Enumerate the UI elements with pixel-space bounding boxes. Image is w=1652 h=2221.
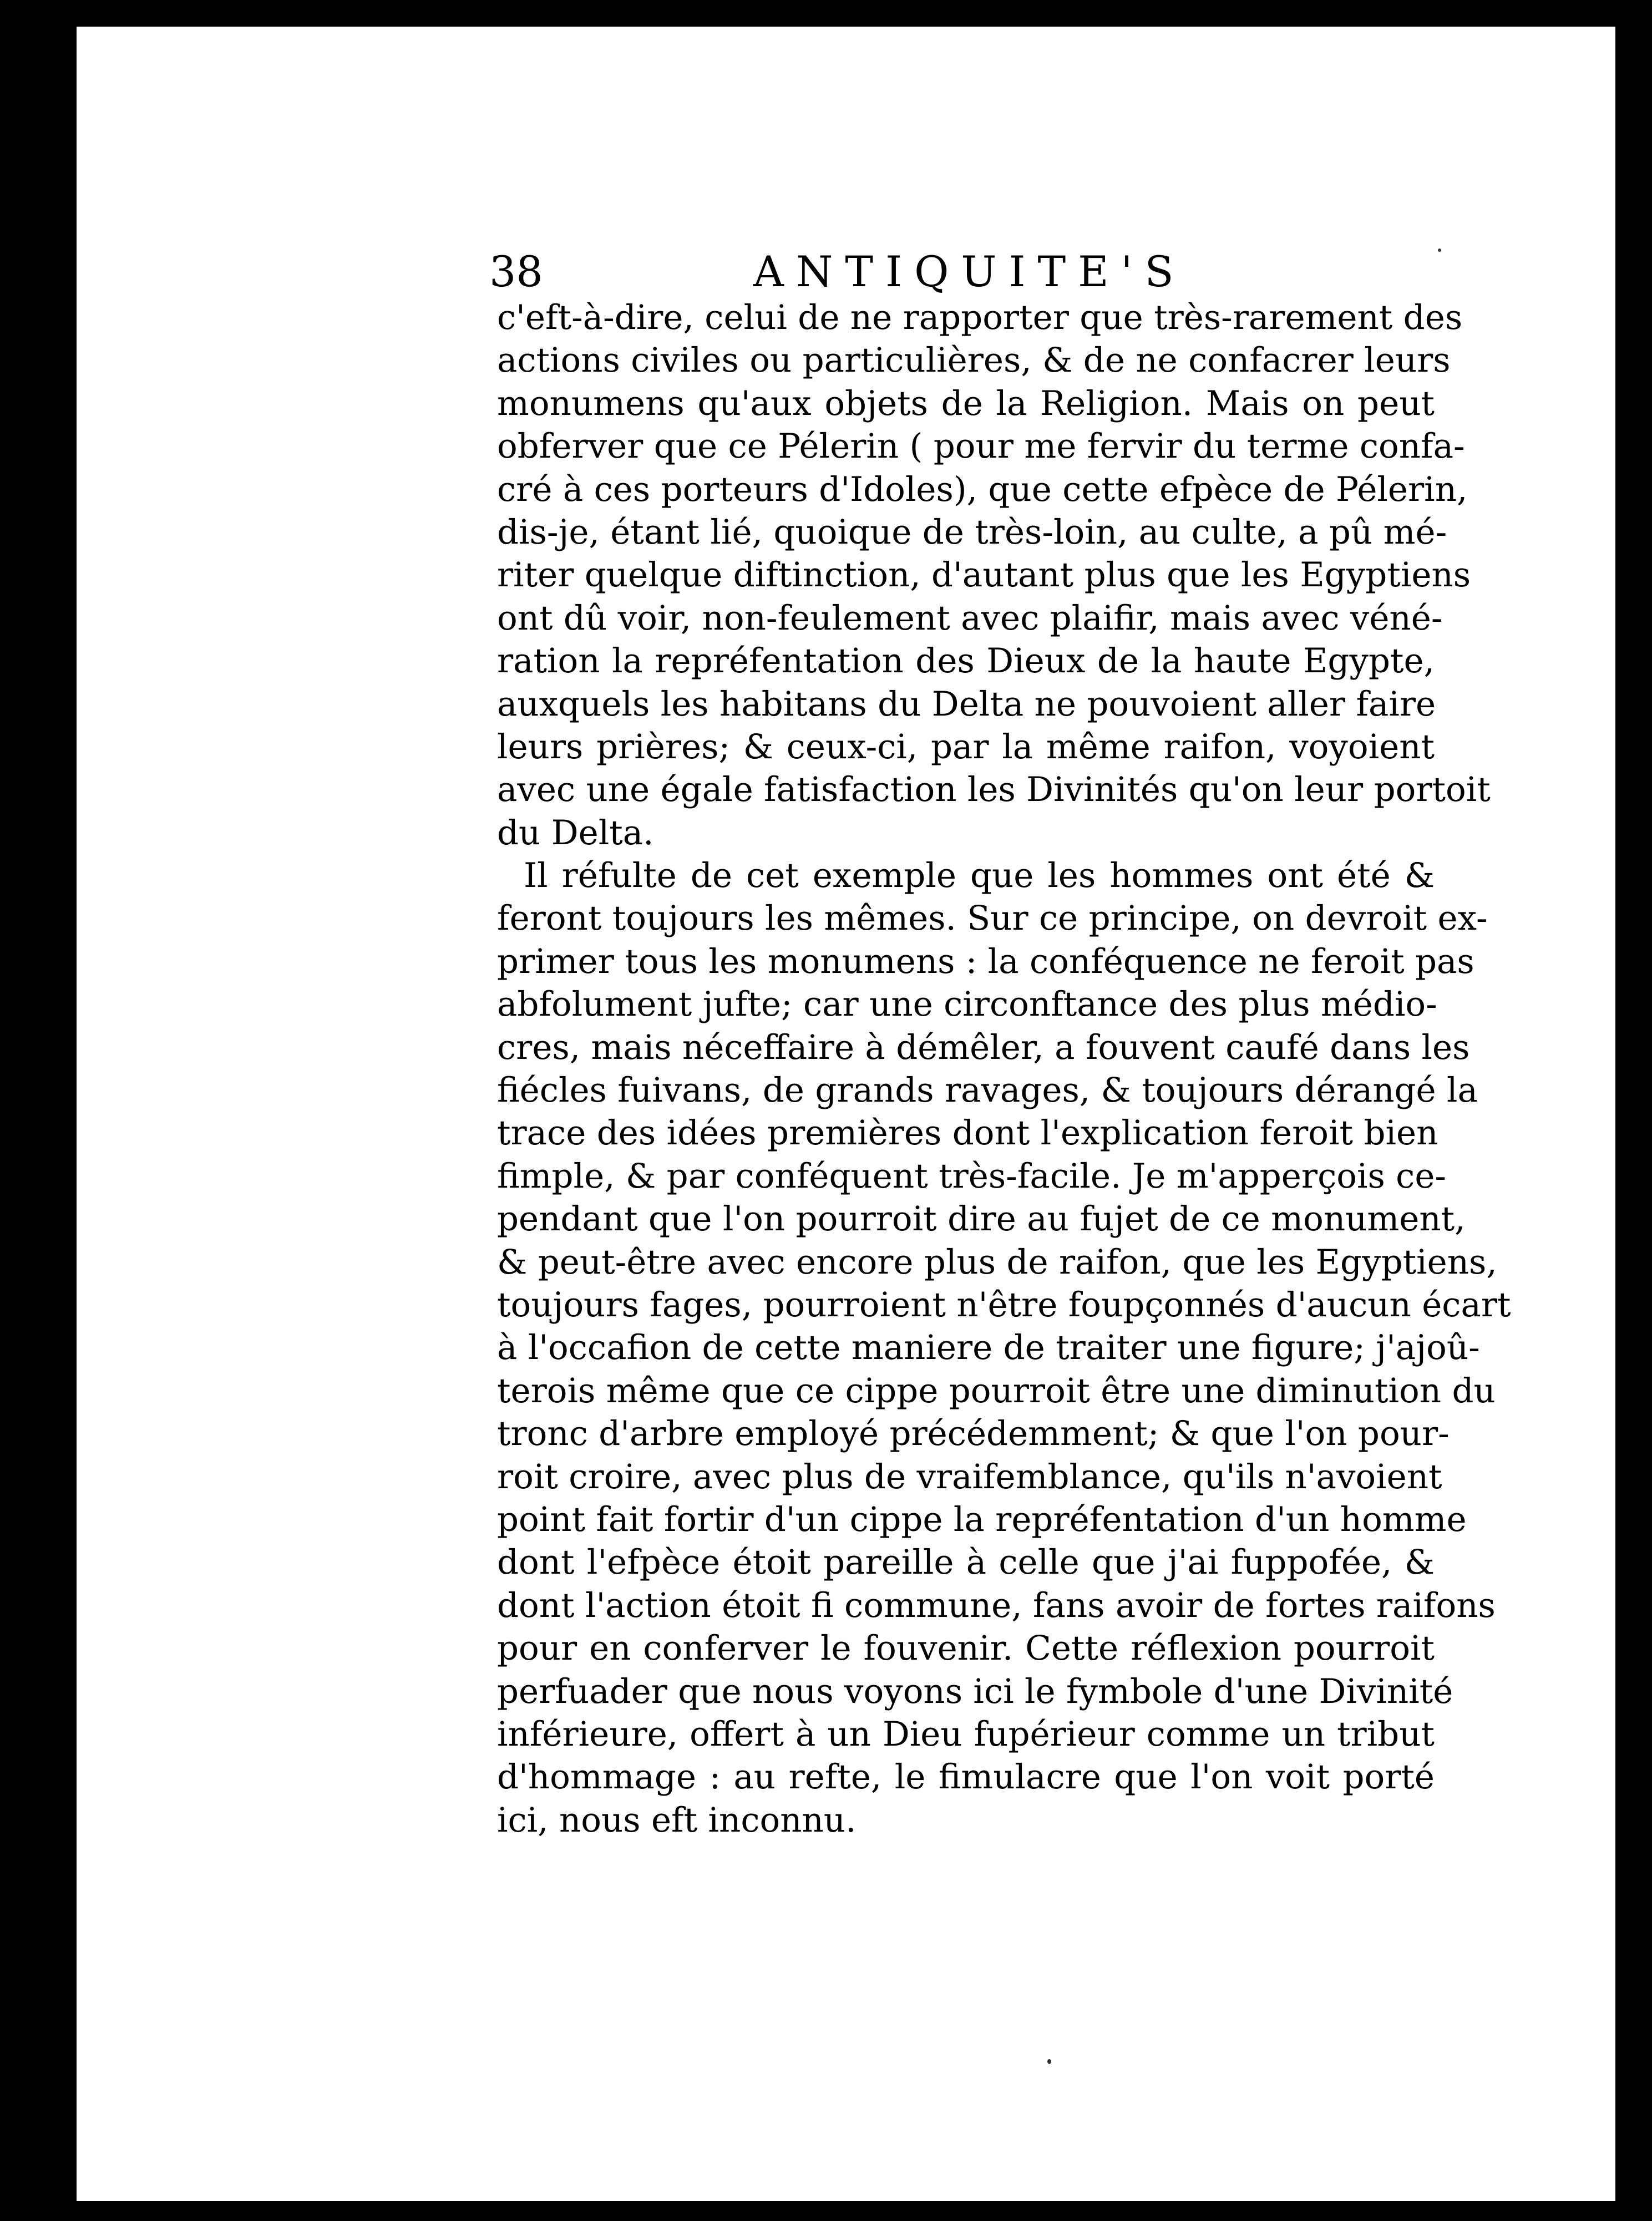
page-number: 38	[489, 247, 543, 296]
text-line: obferver que ce Pélerin ( pour me fervir du terme confa-	[497, 427, 1465, 466]
text-line: terois même que ce cippe pourroit être une diminution du	[497, 1371, 1496, 1411]
text-line: pour en conferver le fouvenir. Cette réflexion pourroit	[497, 1629, 1435, 1669]
text-line: dont l'action étoit fi commune, fans avoir de fortes raifons	[497, 1585, 1496, 1625]
text-line: leurs prières; & ceux-ci, par la même raifon, voyoient	[497, 727, 1435, 767]
text-line: & peut-être avec encore plus de raifon, que les Egyptiens,	[497, 1242, 1497, 1282]
text-line: c'eft-à-dire, celui de ne rapporter que très-rarement des	[497, 298, 1463, 337]
text-line: primer tous les monumens : la conféquence ne feroit pas	[497, 941, 1474, 981]
text-line: du Delta.	[497, 813, 654, 853]
text-line: toujours fages, pourroient n'être foupçonnés d'aucun écart	[497, 1285, 1511, 1325]
text-line: avec une égale fatisfaction les Divinités qu'on leur portoit	[497, 770, 1491, 810]
text-line: abfolument jufte; car une circonftance des plus médio-	[497, 985, 1437, 1025]
text-line: fiécles fuivans, de grands ravages, & toujours dérangé la	[497, 1071, 1478, 1110]
text-line: monumens qu'aux objets de la Religion. Mais on peut	[497, 383, 1435, 423]
text-line: cré à ces porteurs d'Idoles), que cette efpèce de Pélerin,	[497, 469, 1468, 509]
text-line: d'hommage : au refte, le fimulacre que l'on voit porté	[497, 1757, 1435, 1797]
text-line: dont l'efpèce étoit pareille à celle que j'ai fuppofée, &	[497, 1543, 1435, 1583]
text-line: riter quelque diftinction, d'autant plus que les Egyptiens	[497, 555, 1471, 595]
text-line: pendant que l'on pourroit dire au fujet de ce monument,	[497, 1199, 1466, 1239]
text-line: ont dû voir, non-feulement avec plaifir, mais avec véné-	[497, 598, 1443, 638]
text-line: point fait fortir d'un cippe la repréfentation d'un homme	[497, 1499, 1467, 1539]
paper-speck	[1047, 2059, 1051, 2064]
paper-speck	[1438, 249, 1441, 252]
text-line: tronc d'arbre employé précédemment; & que l'on pour-	[497, 1414, 1450, 1454]
body-text	[497, 296, 1511, 1842]
text-line: dis-je, étant lié, quoique de très-loin, au culte, a pû mé-	[497, 512, 1447, 552]
gutter-shadow	[62, 27, 77, 2201]
text-line: fimple, & par conféquent très-facile. Je m'apperçois ce-	[497, 1156, 1447, 1196]
running-title: ANTIQUITE'S	[753, 247, 1186, 296]
text-line: auxquels les habitans du Delta ne pouvoient aller faire	[497, 684, 1436, 724]
text-line: actions civiles ou particulières, & de ne confacrer leurs	[497, 341, 1451, 381]
text-line: cres, mais néceffaire à démêler, a fouvent caufé dans les	[497, 1027, 1470, 1067]
text-line: trace des idées premières dont l'explication feroit bien	[497, 1113, 1438, 1153]
text-line: à l'occafion de cette maniere de traiter une figure; j'ajoû-	[497, 1328, 1480, 1368]
text-line: perfuader que nous voyons ici le fymbole d'une Divinité	[497, 1671, 1453, 1711]
text-line: ici, nous eft inconnu.	[497, 1800, 857, 1840]
book-page	[62, 27, 1615, 2201]
text-line: Il réfulte de cet exemple que les hommes ont été &	[524, 856, 1435, 896]
text-line: inférieure, offert à un Dieu fupérieur comme un tribut	[497, 1714, 1435, 1754]
text-line: roit croire, avec plus de vraifemblance, qu'ils n'avoient	[497, 1457, 1442, 1497]
text-line: ration la repréfentation des Dieux de la haute Egypte,	[497, 641, 1435, 681]
text-line: feront toujours les mêmes. Sur ce principe, on devroit ex-	[497, 899, 1488, 939]
